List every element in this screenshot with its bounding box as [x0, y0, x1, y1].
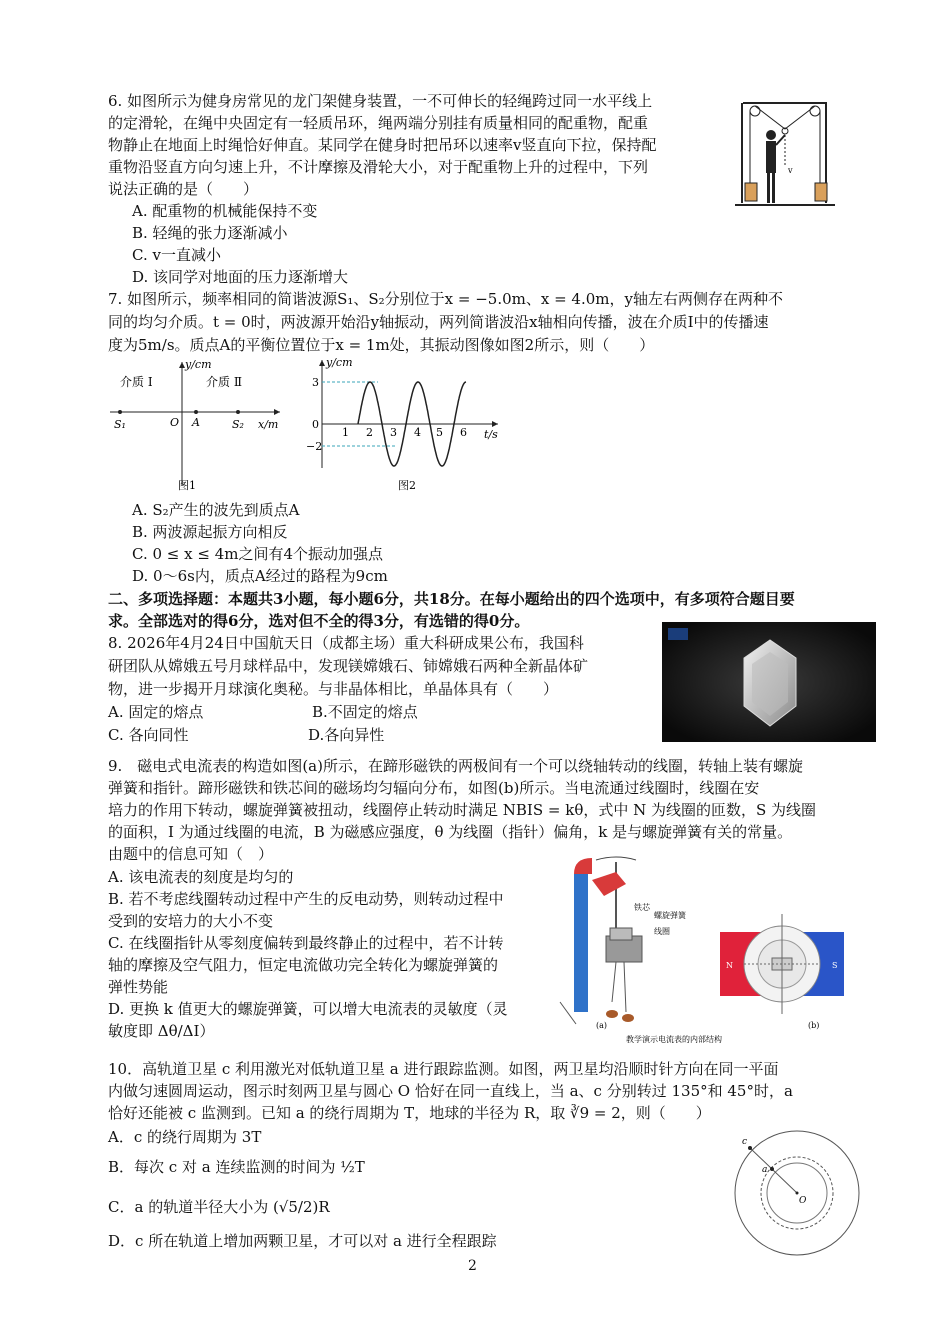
- q6-stem-line: 说法正确的是（ ）: [108, 180, 259, 198]
- satellite-c-label: c: [742, 1137, 748, 1147]
- t-tick: 4: [414, 426, 421, 439]
- y-axis-label: y/cm: [185, 358, 212, 371]
- q9-option-c: C. 在线圈指针从零刻度偏转到最终静止的过程中，若不计转: [108, 934, 504, 952]
- q9-option-b: B. 若不考虑线圈转动过程中产生的反电动势，则转动过程中: [108, 890, 504, 908]
- q10-option-c: C．a 的轨道半径大小为 (√5/2)R: [108, 1198, 330, 1216]
- q6-stem-line: 的定滑轮，在绳中央固定有一轻质吊环，绳两端分别挂有质量相同的配重物，配重: [108, 114, 649, 132]
- q10-stem-line: 恰好还能被 c 监测到。已知 a 的绕行周期为 T，地球的半径为 R，取 ∛9 = 2，则（ ）: [108, 1104, 711, 1122]
- q7-option-a: A. S₂产生的波先到质点A: [132, 501, 300, 519]
- y-tick-0: 0: [312, 418, 319, 431]
- spring-label: 螺旋弹簧: [654, 911, 686, 920]
- fig-a-label: (a): [596, 1021, 608, 1030]
- figure-1-caption: 图1: [178, 479, 196, 492]
- t-tick: 1: [342, 426, 349, 439]
- q7-stem-line: 度为5m/s。质点A的平衡位置位于x = 1m处，其振动图像如图2所示，则（ ）: [108, 336, 655, 354]
- q6-option-c: C. v一直减小: [132, 246, 221, 264]
- q9-stem-line: 由题中的信息可知（ ）: [108, 845, 274, 863]
- galvanometer-caption: 教学演示电流表的内部结构: [626, 1035, 722, 1044]
- q7-option-c: C. 0 ≤ x ≤ 4m之间有4个振动加强点: [132, 545, 384, 563]
- q8-stem-line: 研团队从嫦娥五号月球样品中，发现镁嫦娥石、铈嫦娥石两种全新晶体矿: [108, 657, 589, 675]
- t-tick: 5: [436, 426, 443, 439]
- iron-core-label: 铁芯: [634, 903, 650, 912]
- q9-stem-line: 弹簧和指针。蹄形磁铁和铁芯间的磁场均匀辐向分布，如图(b)所示。当电流通过线圈时，线圈在安: [108, 779, 760, 797]
- q6-stem-line: 6. 如图所示为健身房常见的龙门架健身装置，一不可伸长的轻绳跨过同一水平线上: [108, 92, 653, 110]
- q9-option-d-cont: 敏度即 Δθ/ΔI）: [108, 1022, 215, 1040]
- coil-label: 线圈: [654, 927, 670, 936]
- q10-stem-line: 内做匀速圆周运动，图示时刻两卫星与圆心 O 恰好在同一直线上，当 a、c 分别转过 135°和 45°时，a: [108, 1082, 793, 1100]
- medium-2-label: 介质 Ⅱ: [206, 375, 242, 389]
- x-axis-label: x/m: [258, 418, 279, 431]
- t-tick: 2: [366, 426, 373, 439]
- velocity-label: v: [788, 166, 793, 175]
- section-2-line: 二、多项选择题：本题共3小题，每小题6分，共18分。在每小题给出的四个选项中，有多项符合题目要: [108, 590, 795, 608]
- galvanometer-figure: [556, 852, 852, 1048]
- fig-b-label: (b): [808, 1021, 820, 1030]
- figure-2-caption: 图2: [398, 479, 416, 492]
- q8-option-c: C. 各向同性: [108, 726, 189, 744]
- q10-option-d: D．c 所在轨道上增加两颗卫星，才可以对 a 进行全程跟踪: [108, 1232, 497, 1250]
- t-axis-label: t/s: [484, 428, 498, 441]
- q8-stem-line: 8. 2026年4月24日中国航天日（成都主场）重大科研成果公布，我国科: [108, 634, 584, 652]
- origin-label: O: [170, 416, 180, 429]
- q10-option-b: B．每次 c 对 a 连续监测的时间为 ½T: [108, 1158, 365, 1176]
- q9-option-c-cont: 弹性势能: [108, 978, 169, 996]
- wave-medium-figure-1: [110, 356, 290, 496]
- q6-option-a: A. 配重物的机械能保持不变: [132, 202, 318, 220]
- s1-label: S₁: [114, 418, 126, 431]
- q8-stem-line: 物，进一步揭开月球演化奥秘。与非晶体相比，单晶体具有（ ）: [108, 680, 559, 698]
- y-tick-3: 3: [312, 376, 319, 389]
- q9-option-d: D. 更换 k 值更大的螺旋弹簧，可以增大电流表的灵敏度（灵: [108, 1000, 508, 1018]
- point-a-label: A: [192, 416, 200, 429]
- q7-stem-line: 同的均匀介质。t = 0时，两波源开始沿y轴振动，两列简谐波沿x轴相向传播，波在介质Ⅰ中的传播速: [108, 313, 769, 331]
- q7-stem-line: 7. 如图所示，频率相同的简谐波源S₁、S₂分别位于x = −5.0m、x = 4.0m，y轴左右两侧存在两种不: [108, 290, 783, 308]
- section-2-line: 求。全部选对的得6分，选对但不全的得3分，有选错的得0分。: [108, 612, 530, 630]
- vibration-graph-figure-2: [300, 356, 505, 496]
- q7-option-d: D. 0～6s内，质点A经过的路程为9cm: [132, 567, 388, 585]
- south-pole-label: S: [832, 961, 838, 970]
- t-tick: 3: [390, 426, 397, 439]
- q7-option-b: B. 两波源起振方向相反: [132, 523, 288, 541]
- y-axis-label: y/cm: [326, 356, 353, 369]
- q9-stem-line: 的面积，I 为通过线圈的电流，B 为磁感应强度，θ 为线圈（指针）偏角，k 是与螺旋弹簧有关的常量。: [108, 823, 793, 841]
- page-number: 2: [468, 1258, 477, 1274]
- q6-stem-line: 重物沿竖直方向匀速上升，不计摩擦及滑轮大小，对于配重物上升的过程中，下列: [108, 158, 649, 176]
- q8-option-a: A. 固定的熔点: [108, 703, 204, 721]
- t-tick: 6: [460, 426, 467, 439]
- q9-option-a: A. 该电流表的刻度是均匀的: [108, 868, 294, 886]
- q8-option-d: D.各向异性: [308, 726, 385, 744]
- q10-option-a: A．c 的绕行周期为 3T: [108, 1128, 262, 1146]
- satellite-orbits-figure: [732, 1128, 862, 1258]
- north-pole-label: N: [726, 961, 733, 970]
- center-o-label: O: [799, 1196, 807, 1206]
- q10-stem-line: 10．高轨道卫星 c 利用激光对低轨道卫星 a 进行跟踪监测。如图，两卫星均沿顺时针方向在同一平面: [108, 1060, 779, 1078]
- q8-option-b: B.不固定的熔点: [312, 703, 418, 721]
- s2-label: S₂: [232, 418, 244, 431]
- q9-option-b-cont: 受到的安培力的大小不变: [108, 912, 274, 930]
- q6-option-d: D. 该同学对地面的压力逐渐增大: [132, 268, 349, 286]
- crystal-photo: [662, 622, 876, 742]
- satellite-a-label: a: [762, 1165, 768, 1175]
- q6-option-b: B. 轻绳的张力逐渐减小: [132, 224, 288, 242]
- q9-stem-line: 9. 磁电式电流表的构造如图(a)所示，在蹄形磁铁的两极间有一个可以绕轴转动的线圈，转轴上装有螺旋: [108, 757, 803, 775]
- gantry-pulley-figure: [735, 95, 835, 215]
- q9-option-c-cont: 轴的摩擦及空气阻力，恒定电流做功完全转化为螺旋弹簧的: [108, 956, 499, 974]
- q6-stem-line: 物静止在地面上时绳恰好伸直。某同学在健身时把吊环以速率v竖直向下拉，保持配: [108, 136, 657, 154]
- medium-1-label: 介质 Ⅰ: [120, 375, 153, 389]
- q9-stem-line: 培力的作用下转动，螺旋弹簧被扭动，线圈停止转动时满足 NBIS = kθ，式中 N 为线圈的匝数，S 为线圈: [108, 801, 817, 819]
- y-tick-neg2: −2: [306, 440, 323, 453]
